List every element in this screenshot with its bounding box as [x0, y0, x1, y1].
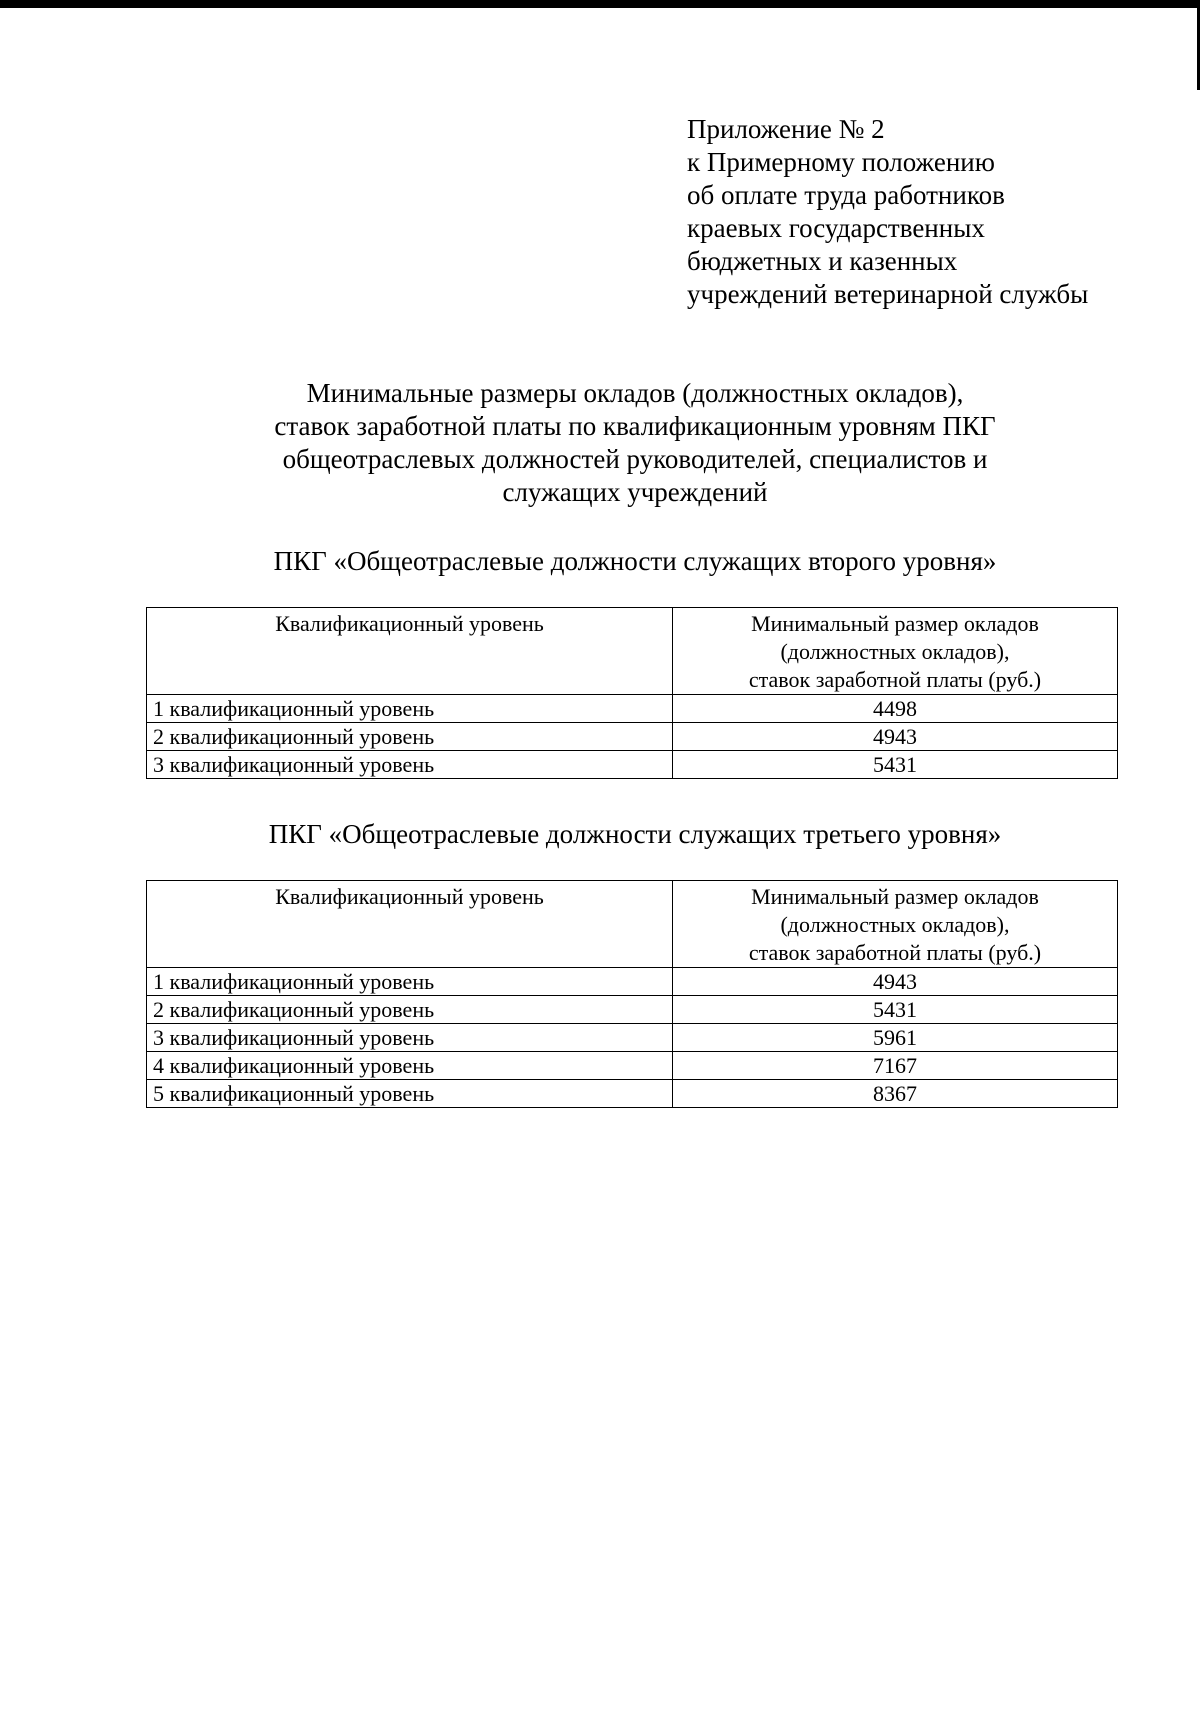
table-row — [147, 695, 1118, 723]
section-title-second-level: ПКГ «Общеотраслевые должности служащих второго уровня» — [273, 546, 997, 576]
salary-table-second-level — [146, 607, 1118, 779]
appendix-line: об оплате труда работников — [687, 180, 1005, 210]
salary-cell: 4943 — [673, 723, 1118, 751]
salary-cell: 4498 — [673, 695, 1118, 723]
salary-cell: 5431 — [673, 996, 1118, 1024]
title-line: Минимальные размеры окладов (должностных окладов), — [306, 378, 964, 408]
level-cell: 2 квалификационный уровень — [147, 996, 673, 1024]
level-cell: 2 квалификационный уровень — [147, 723, 673, 751]
header-salary-line: (должностных окладов), — [780, 912, 1010, 937]
salary-cell: 5431 — [673, 751, 1118, 779]
level-cell: 3 квалификационный уровень — [147, 751, 673, 779]
header-salary-line: ставок заработной платы (руб.) — [748, 940, 1042, 965]
table-row — [147, 996, 1118, 1024]
table-row — [147, 751, 1118, 779]
table-header-row — [147, 881, 1118, 968]
header-level: Квалификационный уровень — [147, 608, 673, 695]
salary-cell: 5961 — [673, 1024, 1118, 1052]
table-row — [147, 723, 1118, 751]
header-salary-line: ставок заработной платы (руб.) — [748, 667, 1042, 692]
section-title-third-level: ПКГ «Общеотраслевые должности служащих третьего уровня» — [268, 819, 1002, 849]
appendix-reference — [687, 113, 1088, 311]
level-cell: 5 квалификационный уровень — [147, 1080, 673, 1108]
header-salary-line: Минимальный размер окладов — [751, 884, 1039, 909]
header-salary-line: Минимальный размер окладов — [751, 611, 1039, 636]
table-row — [147, 968, 1118, 996]
table-row — [147, 1024, 1118, 1052]
title-line: общеотраслевых должностей руководителей, специалистов и — [282, 444, 988, 474]
title-line: ставок заработной платы по квалификационным уровням ПКГ — [274, 411, 996, 441]
header-salary-line: (должностных окладов), — [780, 639, 1010, 664]
appendix-line: Приложение № 2 — [687, 114, 885, 144]
level-cell: 4 квалификационный уровень — [147, 1052, 673, 1080]
document-title — [145, 377, 1125, 509]
header-salary — [673, 881, 1118, 968]
header-level: Квалификационный уровень — [147, 881, 673, 968]
appendix-line: учреждений ветеринарной службы — [687, 279, 1089, 309]
salary-cell: 8367 — [673, 1080, 1118, 1108]
table-row — [147, 1080, 1118, 1108]
table-header-row — [147, 608, 1118, 695]
appendix-line: бюджетных и казенных — [687, 246, 958, 276]
table-row — [147, 1052, 1118, 1080]
appendix-line: краевых государственных — [687, 213, 985, 243]
salary-table-third-level — [146, 880, 1118, 1108]
appendix-line: к Примерному положению — [687, 147, 995, 177]
header-salary — [673, 608, 1118, 695]
scan-edge-top — [0, 0, 1200, 8]
level-cell: 3 квалификационный уровень — [147, 1024, 673, 1052]
salary-cell: 4943 — [673, 968, 1118, 996]
level-cell: 1 квалификационный уровень — [147, 695, 673, 723]
level-cell: 1 квалификационный уровень — [147, 968, 673, 996]
salary-cell: 7167 — [673, 1052, 1118, 1080]
title-line: служащих учреждений — [502, 477, 768, 507]
